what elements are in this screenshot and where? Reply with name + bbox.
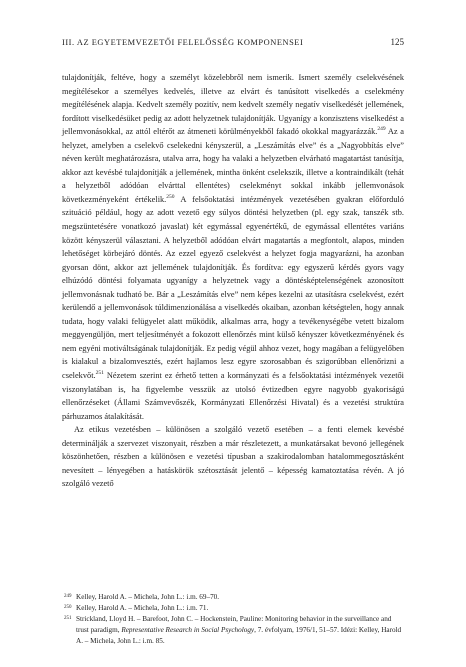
footnote-249 [62, 592, 404, 603]
paragraph-1-part-c: A felsőoktatási intézmények vezetésében gyakran előforduló szituáció például, hogy az adott vezető egy súlyos döntési helyzetben (pl. egy szak, tanszék stb. megszüntetésére vonatkozó javaslat) két egymással egyenértékű, de egymással ellentétes variáns között kényszerül választani. A helyzetből adódóan elvárt magatartás a megfontolt, alapos, minden lehetőséget körbejáró döntés. Az ezzel egyező cselekvést a helyzet fogja magyarázni, ha azonban gyorsan dönt, akkor azt jellemének tulajdonítják. És fordítva: egy egyszerű kérdés gyors vagy elhúzódó döntési folyamata ugyanígy a helyzetnek vagy a döntésképtelenségének azonosított jellemvonásnak tudható be. Bár a „Leszámítás elve” nem képes kezelni az utasításra cselekvést, ezért kerülendő a jellemvonások túldimenzionálása a viselkedés okaiban, azonban kétségtelen, hogy annak tudata, hogy valaki felügyelet alatt működik, alkalmas arra, hogy a tevékenységébe vetett bizalom meggyengüljön, mert teljesítményét a fokozott ellenőrzés mint külső kényszer következményének és nem egyéni motiváltságának tulajdonítják. Ez pedig végül ahhoz vezet, hogy magában a felügyelőben is kialakul a bizalomvesztés, ezért hajlamos lesz egyre szorosabban és szigorúbban ellenőrizni a cselekvőt. [62, 194, 404, 381]
footnote-text: Kelley, Harold A. – Michela, John L.: i.m. 71. [76, 603, 209, 612]
footnote-number: 251 [64, 615, 72, 621]
paragraph-2: Az etikus vezetésben – különösen a szolgáló vezető esetében – a fenti elemek kevésbé determinálják a szervezet viszonyait, részben a már részletezett, a munkatársakat bevonó jellegének köszönhetően, részben a különösen e vezetési típusban a szakirodalomban hatalommegosztásként nevesített – lényegében a hatáskörök szétosztását jelentő – képesség kamatoztatása révén. A jó szolgáló vezető [62, 425, 404, 489]
running-header [62, 37, 404, 47]
paragraph-1-part-b: Az a helyzet, amelyben a cselekvő cselekedni kényszerül, a „Leszámítás elve” és a „Nagyobbítás elve” néven került meghatározásra, utalva arra, hogy ha valaki a helyzetben elvárható magatartást tanúsítja, akkor azt kevésbé tulajdonítják a jellemének, mintha önként cselekszik, illetve a kontraindikált (tehát a helyzetből adódóan elvárttal ellentétes) cselekményt sokkal inkább jellemvonások következményeként értékelik. [62, 127, 404, 204]
page-number: 125 [390, 37, 404, 47]
paragraph-1 [62, 71, 404, 423]
footnote-text-rest: , 7. évfolyam, 1976/1, 51–57. Idézi: Kelley, Harold A. – Michela, John L.: i.m. 85. [76, 625, 402, 645]
footnote-text [76, 614, 404, 647]
footnote-250 [62, 603, 404, 614]
paragraph-1-part-a: tulajdonítják, feltéve, hogy a személyt közelebbről nem ismerik. Ismert személy cselekvésének megítélésekor a személyes kedvelés, illetve az elvárt és tanúsított viselkedés a cselekmény megítélésének alapja. Kedvelt személy pozitív, nem kedvelt személy negatív viselkedését jellemének, fordított viselkedésüket pedig az adott helyzetnek tulajdonítják. Ugyanígy a konzisztens viselkedést a jellemvonásokkal, az attól eltérőt az átmeneti körülményekből fakadó okokkal magyarázzák. [62, 73, 404, 137]
footnote-number: 249 [64, 594, 72, 599]
footnotes [62, 592, 404, 647]
footnote-text-main: Strickland, Lloyd H. – Barefoot, John C. – Hockenstein, Pauline: Monitoring behavior in the surveillance and trust paradigm, [76, 614, 392, 634]
footnote-ref-251[interactable]: 251 [95, 370, 104, 377]
journal-title: Representative Research in Social Psychology [121, 625, 255, 634]
footnote-ref-249[interactable]: 249 [377, 126, 386, 133]
footnote-251 [62, 614, 404, 647]
paragraph-1-part-d: Nézetem szerint ez érhető tetten a kormányzati és a felsőoktatási intézmények vezetői viszonylatában is, ha figyelembe vesszük az utolsó évtizedben egyre nagyobb gyakoriságú ellenőrzéseket (Állami Számvevőszék, Kormányzati Ellenőrzési Hivatal) és a vezetési struktúra párhuzamos átalakítását. [62, 371, 404, 421]
footnote-text: Kelley, Harold A. – Michela, John L.: i.m. 69–70. [76, 593, 220, 601]
footnote-number: 250 [64, 604, 72, 610]
chapter-title: III. AZ EGYETEMVEZETŐI FELELŐSSÉG KOMPONENSEI [62, 38, 304, 47]
main-text [62, 71, 404, 491]
footnote-ref-250[interactable]: 250 [166, 194, 175, 201]
